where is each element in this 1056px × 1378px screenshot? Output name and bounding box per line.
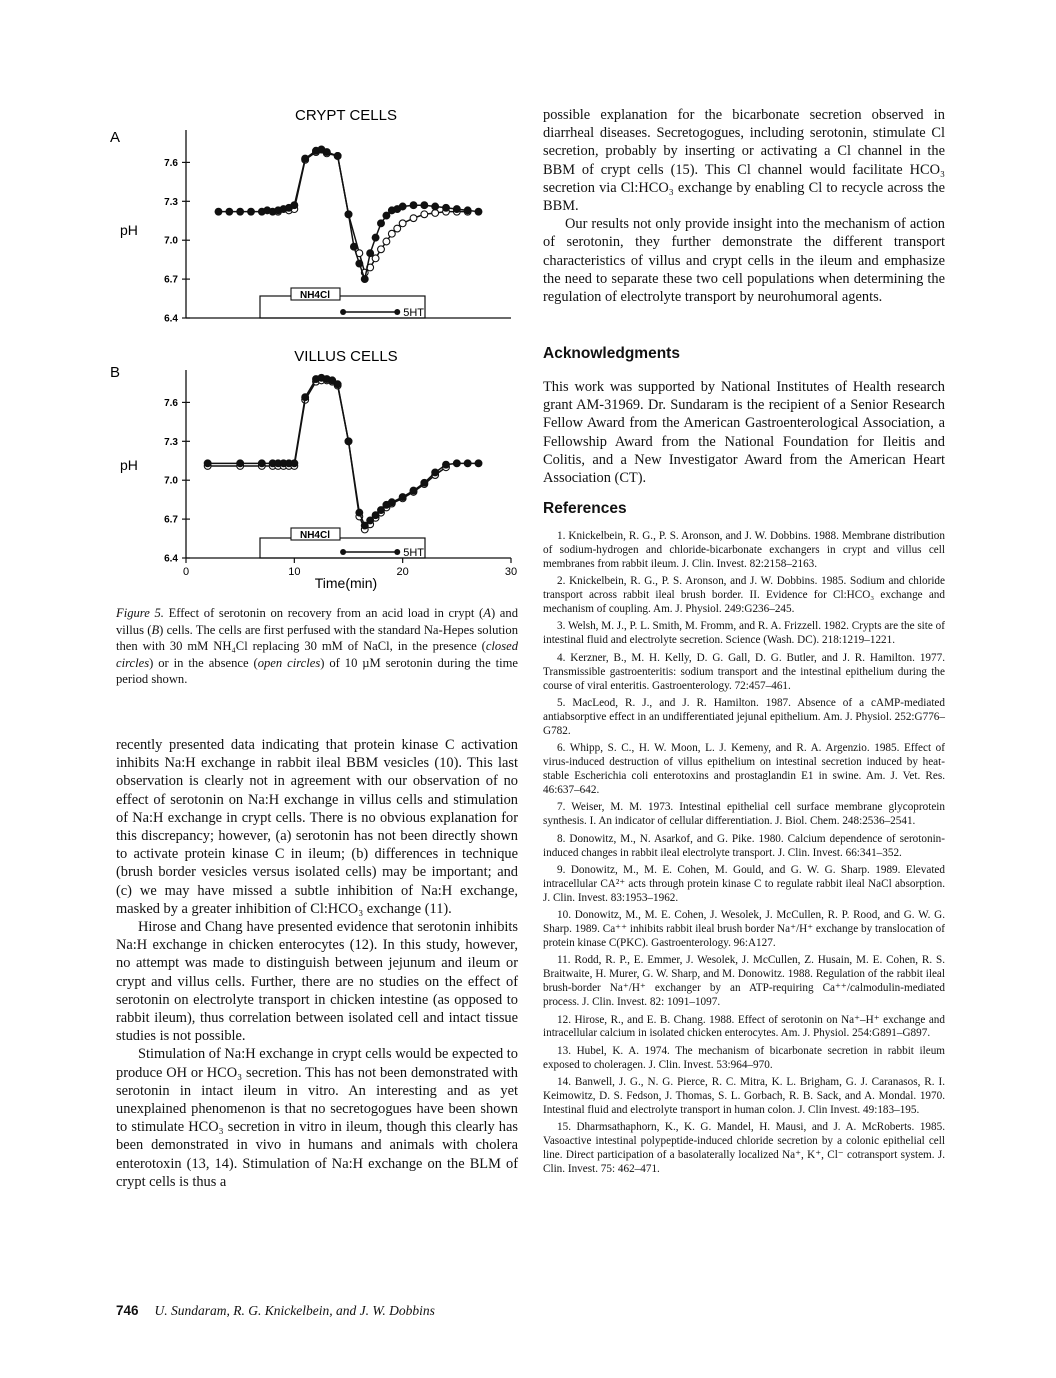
closed-circle-point (356, 509, 363, 516)
closed-circle-point (367, 517, 374, 524)
panel-letter: B (110, 364, 121, 381)
closed-circle-point (351, 243, 358, 250)
y-tick-label: 7.0 (164, 235, 178, 247)
footer-authors: U. Sundaram, R. G. Knickelbein, and J. W. Dobbins (154, 1303, 435, 1318)
closed-circle-point (334, 381, 341, 388)
y-tick-label: 6.7 (164, 514, 178, 526)
acknowledgments-heading: Acknowledgments (543, 345, 680, 362)
panel-title: VILLUS CELLS (294, 348, 398, 365)
open-circle-point (378, 246, 385, 253)
x-tick-label: 20 (396, 566, 409, 578)
reference-item: 14. Banwell, J. G., N. G. Pierce, R. C. Mitra, K. L. Brigham, G. J. Caranasos, R. I. Keimowitz, D. S. Fedson, J. Thomas, S. L. Gorbach, R. B. Sack, and A. Mondal. 1970. Intestinal fluid and electrolyte transport in human colon. J. Clin Invest. 49:183–195. (543, 1076, 945, 1116)
closed-circle-point (334, 153, 341, 160)
closed-circle-point (475, 208, 482, 215)
closed-circle-point (291, 460, 298, 467)
closed-circle-point (453, 460, 460, 467)
reference-item: 15. Dharmsathaphorn, K., K. G. Mandel, H. Mausi, and J. A. McRoberts. 1985. Vasoactive intestinal polypeptide-induced chloride secretion by a colonic epithelial cell line. Direct participation of a basolaterally localized Na⁺, K⁺, Cl⁻ cotransport system. J. Clin. Invest. 75: 462–471. (543, 1121, 945, 1176)
nh4cl-bar (260, 538, 425, 558)
reference-item: 5. MacLeod, R. J., and J. R. Hamilton. 1987. Absence of a cAMP-mediated antiabsorptive effect in an undifferentiated jejunal epithelium. Am. J. Physiol. 252:G776–G782. (543, 696, 945, 737)
serotonin-legend-marker (394, 309, 400, 315)
closed-circle-point (378, 507, 385, 514)
y-tick-label: 7.3 (164, 196, 178, 208)
y-axis-label: pH (120, 222, 138, 238)
open-circle-point (432, 210, 439, 217)
open-circle-point (410, 215, 417, 222)
closed-circle-point (291, 202, 298, 209)
open-circle-point (394, 225, 401, 232)
closed-circle-point (410, 487, 417, 494)
paragraph: Hirose and Chang have presented evidence that serotonin inhibits Na:H exchange in chicken enterocytes (12). In this study, however, no attempt was made to distinguish between jejunum and ileum or crypt and villus cells. Further, there are no studies on the effect of serotonin on electrolyte transport in chicken intestine (as opposed to rabbit ileum), thus correlation between isolated cell and intact tissue studies is not possible. (116, 919, 518, 1045)
closed-circle-point (372, 234, 379, 241)
reference-item: 2. Knickelbein, R. G., P. S. Aronson, and J. W. Dobbins. 1985. Sodium and chloride transport across rabbit ileal brush border. II. Evidence for Cl:HCO₃ exchange and mechanism of coupling. Am. J. Physiol. 249:G236–245. (543, 575, 945, 616)
y-tick-label: 7.0 (164, 475, 178, 487)
closed-circle-point (237, 460, 244, 467)
closed-circle-point (464, 207, 471, 214)
references-heading: References (543, 500, 627, 517)
paragraph: Our results not only provide insight into the mechanism of action of serotonin, they further demonstrate the different transport characteristics of villus and crypt cells in the ileum and emphasize the need to separate these two cell populations when determining the regulation of electrolyte transport by neurohumoral agents. (543, 216, 945, 306)
closed-circle-point (421, 202, 428, 209)
serotonin-legend-marker (340, 549, 346, 555)
closed-circle-point (378, 220, 385, 227)
closed-circle-point (237, 208, 244, 215)
reference-item: 10. Donowitz, M., M. E. Cohen, J. Wesolek, J. McCullen, R. P. Rood, and G. W. G. Sharp. 1989. Ca⁺⁺ inhibits rabbit ileal brush border Na⁺/H⁺ exchange by translocation of protein kinase C(PKC). Gastroenterology. 96:A127. (543, 909, 945, 949)
closed-circle-point (399, 203, 406, 210)
closed-circle-point (410, 202, 417, 209)
closed-circle-point (302, 155, 309, 162)
closed-circle-point (215, 208, 222, 215)
y-tick-label: 6.4 (164, 313, 178, 325)
left-column-text (116, 736, 518, 1191)
y-axis-label: pH (120, 457, 138, 473)
y-tick-label: 7.6 (164, 397, 178, 409)
closed-circle-point (345, 211, 352, 218)
closed-circle-point (443, 204, 450, 211)
reference-item: 8. Donowitz, M., N. Asarkof, and G. Pike. 1980. Calcium dependence of serotonin-induced changes in rabbit ileal electrolyte transport. J. Clin. Invest. 66:341–352. (543, 832, 945, 859)
closed-circle-point (248, 208, 255, 215)
figure-caption: Figure 5. Effect of serotonin on recovery from an acid load in crypt (A) and villus (B) cells. The cells are first perfused with the standard Na-Hepes solution then with 30 mM NH₄Cl replacing 30 mM of NaCl, in the presence (closed circles) or in the absence (open circles) of 10 µM serotonin during the time period shown. (116, 606, 519, 687)
reference-item: 9. Donowitz, M., M. E. Cohen, M. Gould, and G. W. G. Sharp. 1989. Elevated intracellular CA²⁺ acts through protein kinase C to regulate rabbit ileal NaCl absorption. J. Clin. Invest. 83:1953–1962. (543, 863, 945, 904)
reference-item: 3. Welsh, M. J., P. L. Smith, M. Fromm, and R. A. Frizzell. 1982. Crypts are the site of intestinal fluid and electrolyte secretion. Science (Wash. DC). 218:1219–1221. (543, 620, 945, 647)
reference-item: 7. Weiser, M. M. 1973. Intestinal epithelial cell surface membrane glycoprotein synthesis. I. An indicator of cellular differentiation. J. Biol. Chem. 248:2536–2541. (543, 801, 945, 828)
closed-circle-point (383, 212, 390, 219)
closed-circle-point (432, 469, 439, 476)
reference-item: 13. Hubel, K. A. 1974. The mechanism of bicarbonate secretion in rabbit ileum exposed to choleragen. J. Clin. Invest. 53:964–970. (543, 1044, 945, 1071)
closed-circle-point (302, 394, 309, 401)
closed-circle-point (258, 460, 265, 467)
references-list (543, 530, 945, 1180)
right-column-text (543, 106, 945, 306)
closed-circle-point (388, 499, 395, 506)
nh4cl-label: NH4Cl (299, 290, 331, 301)
page-number: 746 (116, 1303, 139, 1318)
closed-series-line (208, 378, 479, 526)
page-footer (116, 1303, 435, 1319)
paragraph: recently presented data indicating that protein kinase C activation inhibits Na:H exchange in rabbit ileal BBM vesicles (10). This last observation is clearly not in agreement with our observation of no effect of serotonin on Na:H exchange in villus cells and stimulation of Na:H exchange in crypt cells. There is no obvious explanation for this discrepancy; however, (a) serotonin has not been directly shown to activate protein kinase C in ileum; (b) differences in technique (brush border vesicles versus isolated cells) may be important; and (c) we may have missed a subtle inhibition of Na:H exchange, masked by a greater inhibition of Cl:HCO₃ exchange (11). (116, 737, 518, 917)
caption-label: Figure 5. (116, 606, 164, 620)
paragraph: possible explanation for the bicarbonate secretion observed in diarrheal diseases. Secretogogues, including serotonin, stimulate Cl secretion, probably by inserting or activating a Cl channel in the BBM of crypt cells (15). This Cl channel would facilitate HCO₃ secretion via Cl:HCO₃ exchange by enabling Cl to recycle across the BBM. (543, 107, 945, 215)
closed-circle-point (345, 438, 352, 445)
closed-circle-point (361, 276, 368, 283)
x-axis-label: Time(min) (314, 575, 378, 591)
panel-letter: A (110, 129, 121, 146)
serotonin-legend-marker (340, 309, 346, 315)
open-circle-point (383, 238, 390, 245)
nh4cl-label: NH4Cl (299, 530, 331, 541)
serotonin-legend-label: 5HT (403, 547, 425, 559)
closed-circle-point (361, 522, 368, 529)
open-series-line (208, 380, 446, 529)
panel-a (110, 107, 511, 325)
closed-circle-point (204, 460, 211, 467)
serotonin-legend-label: 5HT (403, 307, 425, 319)
reference-item: 1. Knickelbein, R. G., P. S. Aronson, and J. W. Dobbins. 1988. Membrane distribution of sodium-hydrogen and chloride-bicarbonate exchangers in crypt and villus cell membranes from rabbit ileum. J. Clin. Invest. 82:2158–2163. (543, 530, 945, 570)
closed-circle-point (226, 208, 233, 215)
closed-circle-point (323, 149, 330, 156)
acknowledgments-text: This work was supported by National Institutes of Health research grant AM-31969. Dr. Sundaram is the recipient of a Senior Research Fellow Award from the American Gastroenterological Association, a Fellowship Award from the National Foundation for Ileitis and Colitis, and a New Investigator Award from the American Heart Association (CT). (543, 379, 945, 487)
x-tick-label: 10 (288, 566, 301, 578)
reference-item: 11. Rodd, R. P., E. Emmer, J. Wesolek, J. McCullen, Z. Husain, M. E. Cohen, R. S. Braitwaite, H. Murer, G. W. Sharp, and M. Donowitz. 1988. Regulation of the rabbit ileal brush-border Na⁺/H⁺ exchanger by an ATP-requiring Ca⁺⁺/calmodulin-mediated process. J. Clin. Invest. 82: 1091–1097. (543, 954, 945, 1009)
closed-circle-point (372, 512, 379, 519)
reference-item: 4. Kerzner, B., M. H. Kelly, D. G. Gall, D. G. Butler, and J. R. Hamilton. 1977. Transmissible gastroenteritis: sodium transport and the intestinal epithelium during the course of viral enteritis. Gastroenterology. 72:457–461. (543, 651, 945, 692)
closed-circle-point (432, 203, 439, 210)
y-tick-label: 7.3 (164, 436, 178, 448)
paragraph: Stimulation of Na:H exchange in crypt cells would be expected to produce OH or HCO₃ secretion. This has not been demonstrated with serotonin in intact ileum in vitro. An interesting and as yet unexplained phenomenon is that no secretogogues have been shown to stimulate HCO₃ secretion in vitro in ileum, though this clearly has been demonstrated in vivo in humans and animals with cholera enterotoxin (13, 14). Stimulation of Na:H exchange on the BLM of crypt cells is thus a (116, 1046, 518, 1190)
open-circle-point (388, 230, 395, 237)
y-tick-label: 7.6 (164, 157, 178, 169)
x-tick-label: 30 (504, 566, 518, 578)
reference-item: 6. Whipp, S. C., H. W. Moon, L. J. Kemeny, and R. A. Argenzio. 1985. Effect of virus-induced destruction of villus epithelium on intestinal secretion induced by heat-stable Escherichia coli enterotoxins and prostaglandin E1 in swine. Am. J. Vet. Res. 46:637–642. (543, 742, 945, 796)
reference-item: 12. Hirose, R., and E. B. Chang. 1988. Effect of serotonin on Na⁺–H⁺ exchange and intracellular calcium in isolated chicken enterocytes. Am. J. Physiol. 254:G891–G897. (543, 1013, 945, 1040)
closed-circle-point (453, 206, 460, 213)
serotonin-legend-marker (394, 549, 400, 555)
panel-title: CRYPT CELLS (295, 107, 397, 124)
open-circle-point (421, 211, 428, 218)
closed-circle-point (367, 250, 374, 257)
open-circle-point (372, 255, 379, 262)
closed-circle-point (443, 461, 450, 468)
x-tick-label: 0 (182, 566, 190, 578)
open-circle-point (399, 220, 406, 227)
closed-circle-point (464, 460, 471, 467)
closed-circle-point (421, 479, 428, 486)
closed-circle-point (475, 460, 482, 467)
y-tick-label: 6.4 (164, 553, 178, 565)
y-tick-label: 6.7 (164, 274, 178, 286)
panel-b (110, 348, 517, 591)
figure-5 (110, 100, 525, 610)
closed-circle-point (356, 260, 363, 267)
closed-circle-point (399, 494, 406, 501)
